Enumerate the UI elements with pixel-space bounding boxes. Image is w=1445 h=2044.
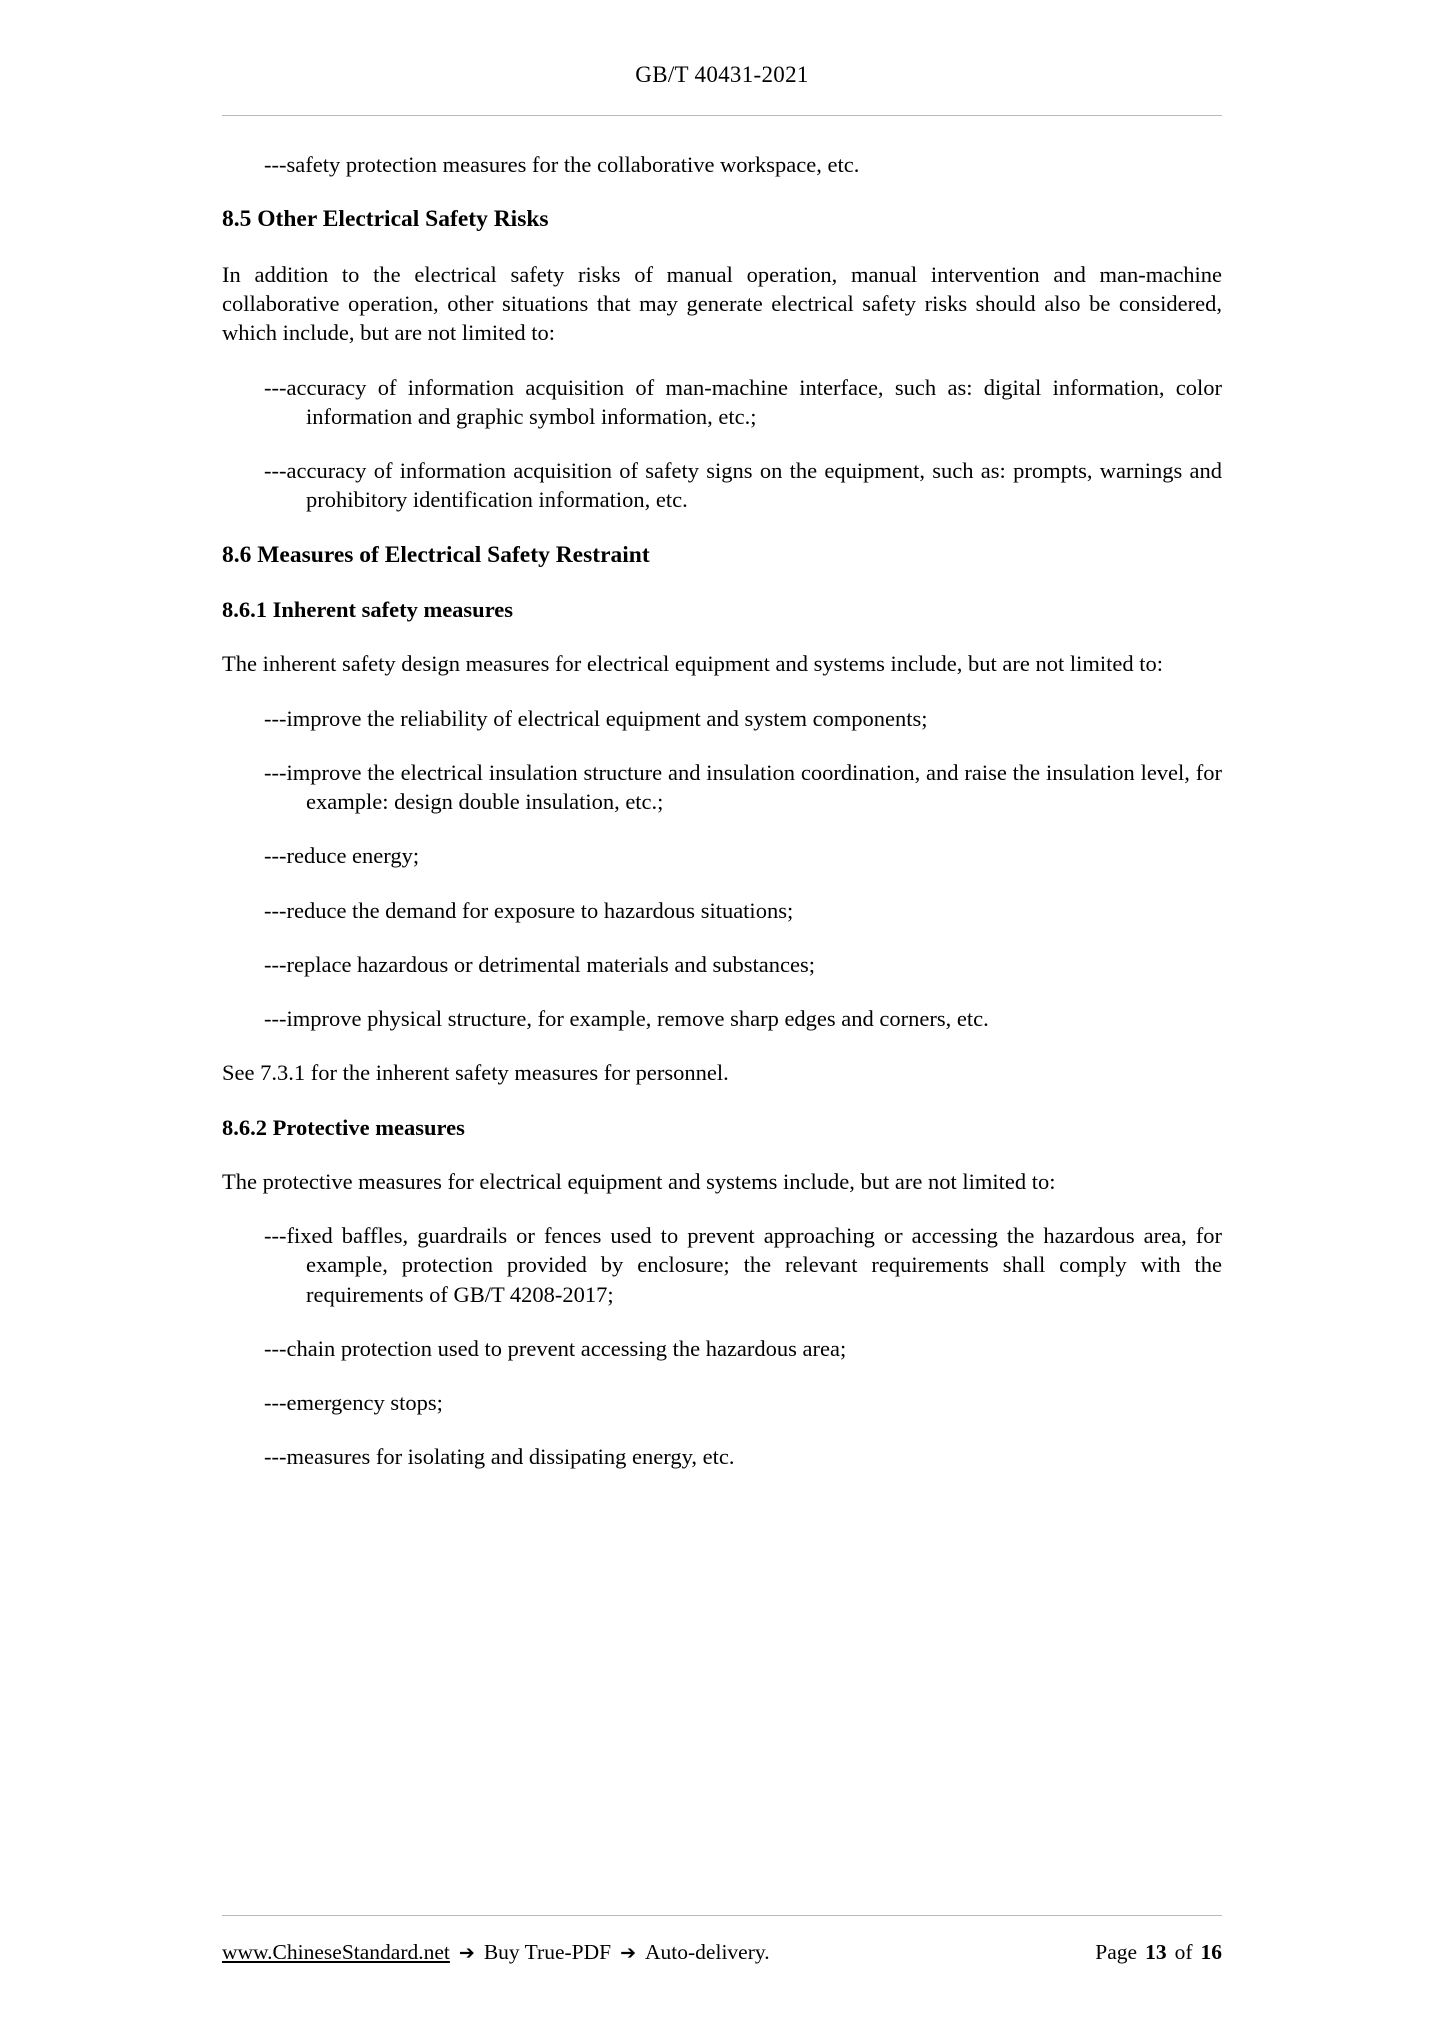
bullet-dash: --- — [264, 1335, 287, 1361]
page-word: Page — [1095, 1940, 1138, 1964]
list-item-text: replace hazardous or detrimental materials and substances; — [286, 951, 816, 977]
bullet-dash: --- — [264, 1390, 287, 1416]
standard-id: GB/T 40431-2021 — [635, 62, 809, 87]
section-8-5-paragraph: In addition to the electrical safety risks of manual operation, manual intervention and man-machine collaborative operation, other situations that may generate electrical safety risks should also be considered, which include, but are not limited to: — [222, 261, 1222, 346]
list-item-text: reduce energy; — [286, 843, 420, 869]
list-item-text: emergency stops; — [286, 1390, 443, 1416]
bullet-dash: --- — [264, 705, 287, 731]
section-heading-8-6: 8.6 Measures of Electrical Safety Restraint — [222, 541, 650, 568]
list-item — [264, 950, 1222, 979]
bullet-dash: --- — [264, 1223, 287, 1249]
list-item-text: improve the electrical insulation structure and insulation coordination, and raise the insulation level, for example: design double insulation, etc.; — [286, 759, 1222, 815]
page-footer — [222, 1940, 1222, 1965]
bullet-dash: ---safety protection measures for the collaborative workspace, etc. — [264, 152, 860, 177]
bullet-dash: --- — [264, 458, 287, 484]
section-8-6-1-paragraph: The inherent safety design measures for electrical equipment and systems include, but are not limited to: — [222, 651, 1163, 677]
bullet-dash: --- — [264, 1444, 287, 1470]
list-item — [264, 1004, 1222, 1033]
document-body — [222, 150, 1222, 1497]
list-item — [264, 150, 1222, 179]
list-item — [264, 373, 1222, 432]
buy-label[interactable]: Buy True-PDF — [483, 1940, 612, 1964]
list-item — [264, 758, 1222, 817]
page-indicator — [1095, 1940, 1222, 1965]
list-item — [264, 1442, 1222, 1471]
of-word: of — [1174, 1940, 1193, 1964]
list-item — [264, 456, 1222, 515]
section-heading-8-5: 8.5 Other Electrical Safety Risks — [222, 206, 549, 233]
list-item-text: fixed baffles, guardrails or fences used to prevent approaching or accessing the hazardous area, for example, protection provided by enclosure; the relevant requirements shall comply with the requirements of GB/T 4208-2017; — [286, 1223, 1222, 1307]
list-item-text: reduce the demand for exposure to hazardous situations; — [286, 897, 794, 923]
footer-promo — [222, 1940, 770, 1965]
list-item-text: improve the reliability of electrical equipment and system components; — [286, 705, 928, 731]
list-item — [264, 1388, 1222, 1417]
section-heading-8-6-1: 8.6.1 Inherent safety measures — [222, 597, 514, 623]
delivery-label: Auto-delivery. — [645, 1940, 770, 1964]
arrow-right-icon: ➔ — [458, 1942, 475, 1964]
header-divider — [222, 115, 1222, 116]
bullet-dash: --- — [264, 759, 287, 785]
list-item-text: measures for isolating and dissipating energy, etc. — [286, 1444, 735, 1470]
list-item-text: improve physical structure, for example, remove sharp edges and corners, etc. — [286, 1006, 989, 1032]
list-item-text: accuracy of information acquisition of safety signs on the equipment, such as: prompts, warnings and prohibitory identification information, etc. — [286, 458, 1222, 513]
list-item — [264, 704, 1222, 733]
bullet-dash: --- — [264, 374, 287, 400]
section-8-6-2-paragraph: The protective measures for electrical equipment and systems include, but are not limited to: — [222, 1168, 1056, 1194]
list-item-text: accuracy of information acquisition of man-machine interface, such as: digital information, color information and graphic symbol information, etc.; — [286, 374, 1222, 429]
section-heading-8-6-2: 8.6.2 Protective measures — [222, 1114, 465, 1140]
list-item — [264, 841, 1222, 870]
bullet-dash: --- — [264, 1006, 287, 1032]
footer-divider — [222, 1915, 1222, 1916]
list-item-text: chain protection used to prevent accessing the hazardous area; — [286, 1335, 847, 1361]
bullet-dash: --- — [264, 897, 287, 923]
section-8-6-1-note: See 7.3.1 for the inherent safety measures for personnel. — [222, 1060, 729, 1086]
bullet-dash: --- — [264, 843, 287, 869]
site-link[interactable]: www.ChineseStandard.net — [222, 1940, 450, 1964]
list-item — [264, 1221, 1222, 1309]
bullet-dash: --- — [264, 951, 287, 977]
page-number: 13 — [1145, 1940, 1167, 1964]
list-item — [264, 1334, 1222, 1363]
page-header — [222, 62, 1222, 88]
page-total: 16 — [1200, 1940, 1222, 1964]
list-item — [264, 896, 1222, 925]
arrow-right-icon: ➔ — [620, 1942, 637, 1964]
